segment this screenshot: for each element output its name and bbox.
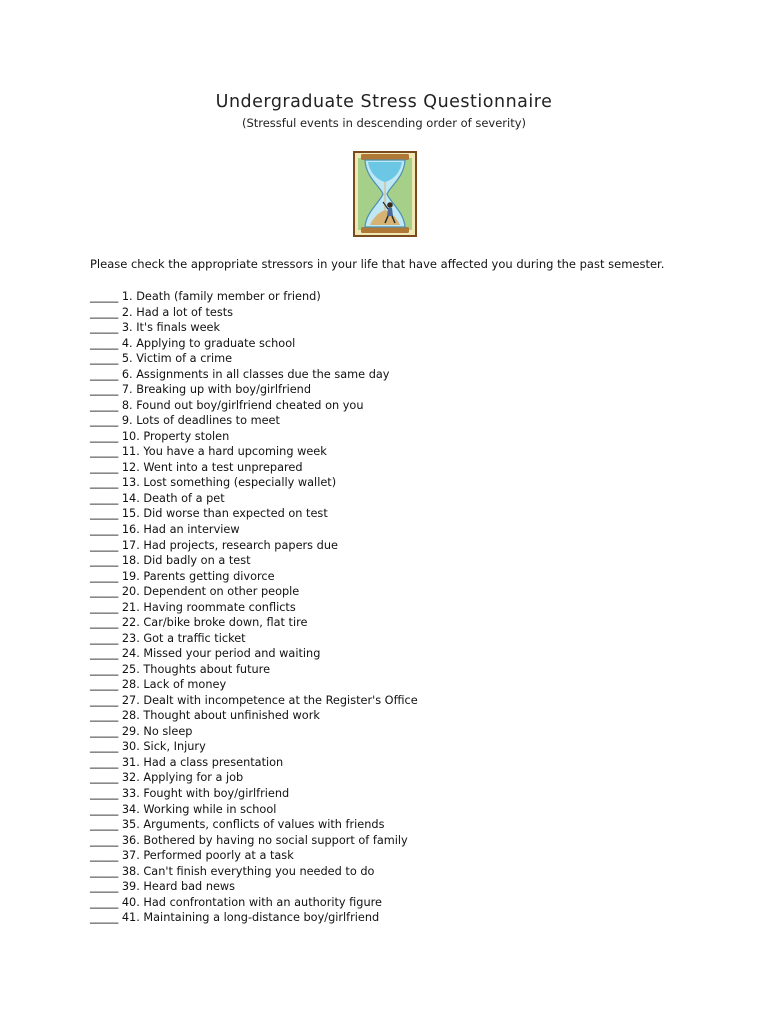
list-item: _____ 24. Missed your period and waiting <box>90 647 321 661</box>
list-item: _____ 11. You have a hard upcoming week <box>90 445 327 459</box>
list-item: _____ 30. Sick, Injury <box>90 740 206 754</box>
hourglass-icon <box>352 150 418 238</box>
list-item: _____ 8. Found out boy/girlfriend cheated on you <box>90 398 364 412</box>
list-item: _____ 16. Had an interview <box>90 522 240 536</box>
list-item: _____ 5. Victim of a crime <box>90 352 233 366</box>
list-item: _____ 3. It's finals week <box>90 321 221 335</box>
list-item: _____ 21. Having roommate conflicts <box>90 600 296 614</box>
list-item: _____ 32. Applying for a job <box>90 771 244 785</box>
list-item: _____ 17. Had projects, research papers due <box>90 538 338 552</box>
list-item: _____ 22. Car/bike broke down, flat tire <box>90 616 308 630</box>
list-item: _____ 41. Maintaining a long-distance boy/girlfriend <box>90 911 380 925</box>
instructions-text: Please check the appropriate stressors in your life that have affected you during the past semester. <box>90 257 665 271</box>
list-item: _____ 12. Went into a test unprepared <box>90 460 303 474</box>
list-item: _____ 35. Arguments, conflicts of values with friends <box>90 818 385 832</box>
list-item: _____ 39. Heard bad news <box>90 880 236 894</box>
list-item: _____ 28. Thought about unfinished work <box>90 709 320 723</box>
list-item: _____ 38. Can't finish everything you needed to do <box>90 864 375 878</box>
list-item: _____ 34. Working while in school <box>90 802 277 816</box>
list-item: _____ 18. Did badly on a test <box>90 554 251 568</box>
list-item: _____ 37. Performed poorly at a task <box>90 849 294 863</box>
list-item: _____ 10. Property stolen <box>90 429 230 443</box>
list-item: _____ 9. Lots of deadlines to meet <box>90 414 280 428</box>
list-item: _____ 6. Assignments in all classes due the same day <box>90 367 390 381</box>
list-item: _____ 25. Thoughts about future <box>90 662 271 676</box>
list-item: _____ 40. Had confrontation with an authority figure <box>90 895 382 909</box>
list-item: _____ 36. Bothered by having no social support of family <box>90 833 408 847</box>
list-item: _____ 13. Lost something (especially wallet) <box>90 476 337 490</box>
list-item: _____ 19. Parents getting divorce <box>90 569 275 583</box>
list-item: _____ 28. Lack of money <box>90 678 227 692</box>
list-item: _____ 14. Death of a pet <box>90 491 225 505</box>
page-subtitle: (Stressful events in descending order of severity) <box>241 116 527 130</box>
list-item: _____ 20. Dependent on other people <box>90 585 300 599</box>
list-item: _____ 27. Dealt with incompetence at the Register's Office <box>90 693 418 707</box>
list-item: _____ 1. Death (family member or friend) <box>90 290 321 303</box>
list-item: _____ 2. Had a lot of tests <box>90 305 234 319</box>
stressor-list <box>90 289 418 926</box>
list-item: _____ 29. No sleep <box>90 724 193 738</box>
list-item: _____ 31. Had a class presentation <box>90 755 284 769</box>
list-item: _____ 33. Fought with boy/girlfriend <box>90 787 290 800</box>
list-item: _____ 4. Applying to graduate school <box>90 336 296 350</box>
page-title: Undergraduate Stress Questionnaire <box>215 92 553 112</box>
list-item: _____ 23. Got a traffic ticket <box>90 631 246 645</box>
list-item: _____ 7. Breaking up with boy/girlfriend <box>90 383 312 397</box>
list-item: _____ 15. Did worse than expected on test <box>90 507 328 521</box>
